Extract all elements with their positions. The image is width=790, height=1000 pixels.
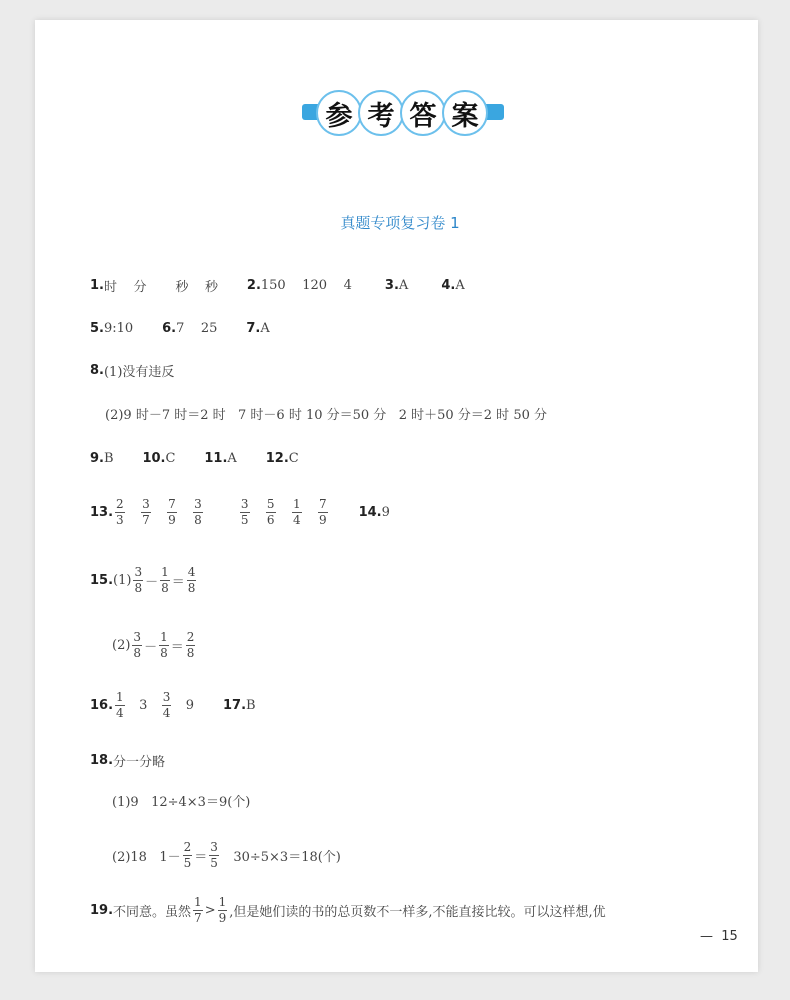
denominator: 5 xyxy=(183,855,192,870)
answer-text: ,但是她们读的书的总页数不一样多,不能直接比较。可以这样想,优 xyxy=(229,904,606,920)
answer-row xyxy=(90,316,270,340)
answer-text: 9:10 xyxy=(103,320,163,336)
answer-text: (1) xyxy=(113,572,132,588)
numerator: 7 xyxy=(168,496,176,511)
question-number: 19. xyxy=(90,902,114,918)
fraction xyxy=(186,630,196,661)
answer-row xyxy=(90,446,299,470)
question-number: 16. xyxy=(90,697,114,713)
answer-text: 7 25 xyxy=(176,320,247,336)
question-number: 9. xyxy=(90,450,104,466)
question-number: 10. xyxy=(142,450,166,466)
numerator: 3 xyxy=(194,496,202,511)
denominator: 7 xyxy=(142,512,150,527)
denominator: 7 xyxy=(194,910,202,925)
answer-text: 9 xyxy=(173,697,223,713)
denominator: 8 xyxy=(133,645,142,660)
denominator: 5 xyxy=(210,855,218,870)
answer-text: B xyxy=(246,697,256,713)
question-number: 11. xyxy=(204,450,228,466)
denominator: 8 xyxy=(160,645,168,660)
fraction xyxy=(240,497,250,528)
numerator: 3 xyxy=(142,496,150,511)
numerator: 3 xyxy=(240,496,249,511)
answer-text: (2) xyxy=(112,637,131,653)
answer-text: ＝ xyxy=(170,639,184,655)
fraction xyxy=(162,690,172,721)
denominator: 9 xyxy=(218,910,227,925)
answer-text: 分一分略 xyxy=(113,754,166,770)
numerator: 1 xyxy=(161,564,169,579)
question-number: 18. xyxy=(90,752,114,768)
question-number: 17. xyxy=(223,697,247,713)
answer-text xyxy=(179,505,191,520)
fraction xyxy=(187,565,197,596)
answer-text: 时 分 秒 秒 xyxy=(103,279,247,295)
answer-row xyxy=(90,689,256,720)
answer-text: － xyxy=(145,574,159,590)
denominator: 8 xyxy=(187,580,196,595)
fraction xyxy=(132,630,142,661)
answer-key-banner xyxy=(298,90,508,136)
fraction xyxy=(183,840,193,871)
question-number: 14. xyxy=(358,504,382,520)
numerator: 3 xyxy=(134,564,143,579)
answer-text: 30÷5×3＝18(个) xyxy=(220,849,341,865)
answer-text: ＝ xyxy=(171,574,185,590)
answer-row xyxy=(90,496,390,527)
numerator: 1 xyxy=(194,894,202,909)
question-number: 8. xyxy=(90,362,104,378)
page-number: — 15 xyxy=(700,929,738,944)
numerator: 7 xyxy=(319,496,327,511)
answer-row xyxy=(90,748,165,772)
banner-char: 案 xyxy=(442,90,488,136)
question-number: 13. xyxy=(90,504,114,520)
answer-text: 9 xyxy=(381,504,390,520)
numerator: 1 xyxy=(218,894,227,909)
denominator: 8 xyxy=(134,580,143,595)
numerator: 2 xyxy=(183,839,192,854)
answer-row xyxy=(90,358,174,382)
banner-char: 答 xyxy=(400,90,446,136)
denominator: 4 xyxy=(292,512,301,527)
answer-row xyxy=(112,839,341,870)
answer-text: A xyxy=(260,320,270,336)
answer-row xyxy=(90,273,465,297)
fraction xyxy=(209,840,219,871)
denominator: 8 xyxy=(161,580,169,595)
answer-text: > xyxy=(204,902,216,918)
numerator: 3 xyxy=(133,629,142,644)
question-number: 2. xyxy=(246,277,261,293)
answer-text: C xyxy=(288,450,299,466)
denominator: 4 xyxy=(116,705,124,720)
fraction xyxy=(266,497,276,528)
numerator: 2 xyxy=(116,496,124,511)
fraction xyxy=(160,565,170,596)
fraction xyxy=(193,497,203,528)
denominator: 9 xyxy=(319,512,327,527)
answer-row xyxy=(112,788,250,812)
fraction xyxy=(159,630,169,661)
question-number: 1. xyxy=(90,277,104,293)
numerator: 5 xyxy=(266,496,275,511)
answer-text xyxy=(252,505,264,520)
fraction xyxy=(133,565,143,596)
fraction xyxy=(115,690,125,721)
numerator: 1 xyxy=(292,496,301,511)
numerator: 1 xyxy=(160,629,168,644)
answer-text: 不同意。虽然 xyxy=(113,904,192,920)
banner-char: 参 xyxy=(316,90,362,136)
fraction xyxy=(193,895,203,926)
banner-char: 考 xyxy=(358,90,404,136)
answer-text: C xyxy=(165,450,205,466)
answer-text: 150 120 4 xyxy=(260,277,385,293)
question-number: 12. xyxy=(265,450,289,466)
numerator: 3 xyxy=(162,689,171,704)
fraction xyxy=(167,497,177,528)
answer-text: A xyxy=(398,277,442,293)
answer-text xyxy=(278,505,290,520)
numerator: 4 xyxy=(187,564,196,579)
fraction xyxy=(115,497,125,528)
answer-row xyxy=(112,629,197,660)
denominator: 3 xyxy=(116,512,124,527)
answer-text xyxy=(304,505,316,520)
fraction xyxy=(141,497,151,528)
question-number: 4. xyxy=(441,277,456,293)
question-number: 15. xyxy=(90,572,114,588)
numerator: 2 xyxy=(186,629,195,644)
answer-text xyxy=(153,505,165,520)
answer-row xyxy=(105,401,547,425)
answer-text: A xyxy=(455,277,465,293)
denominator: 5 xyxy=(240,512,249,527)
fraction xyxy=(218,895,228,926)
denominator: 6 xyxy=(266,512,275,527)
answer-row xyxy=(90,564,198,595)
section-subtitle: 真题专项复习卷 1 xyxy=(340,214,460,232)
numerator: 1 xyxy=(116,689,124,704)
answer-text xyxy=(127,505,139,520)
question-number: 5. xyxy=(90,320,104,336)
fraction xyxy=(292,497,302,528)
answer-text: (1)9 12÷4×3＝9(个) xyxy=(112,794,251,810)
answer-text: (1)没有违反 xyxy=(103,364,175,380)
question-number: 3. xyxy=(384,277,399,293)
fraction xyxy=(318,497,328,528)
numerator: 3 xyxy=(210,839,218,854)
answer-text: B xyxy=(103,450,143,466)
answer-text: ＝ xyxy=(194,849,208,865)
denominator: 8 xyxy=(194,512,202,527)
question-number: 6. xyxy=(162,320,177,336)
answer-text: 3 xyxy=(126,697,160,713)
answer-text xyxy=(330,505,359,520)
answer-text: － xyxy=(144,639,158,655)
answer-text: (2)9 时－7 时＝2 时 7 时－6 时 10 分＝50 分 2 时＋50 分＝2 时 50 分 xyxy=(105,407,547,423)
answer-text: A xyxy=(227,450,266,466)
answer-text: (2)18 1－ xyxy=(112,849,181,865)
denominator: 9 xyxy=(168,512,176,527)
question-number: 7. xyxy=(246,320,261,336)
denominator: 4 xyxy=(162,705,171,720)
denominator: 8 xyxy=(186,645,195,660)
answer-row xyxy=(90,894,606,925)
answer-text xyxy=(205,505,238,520)
